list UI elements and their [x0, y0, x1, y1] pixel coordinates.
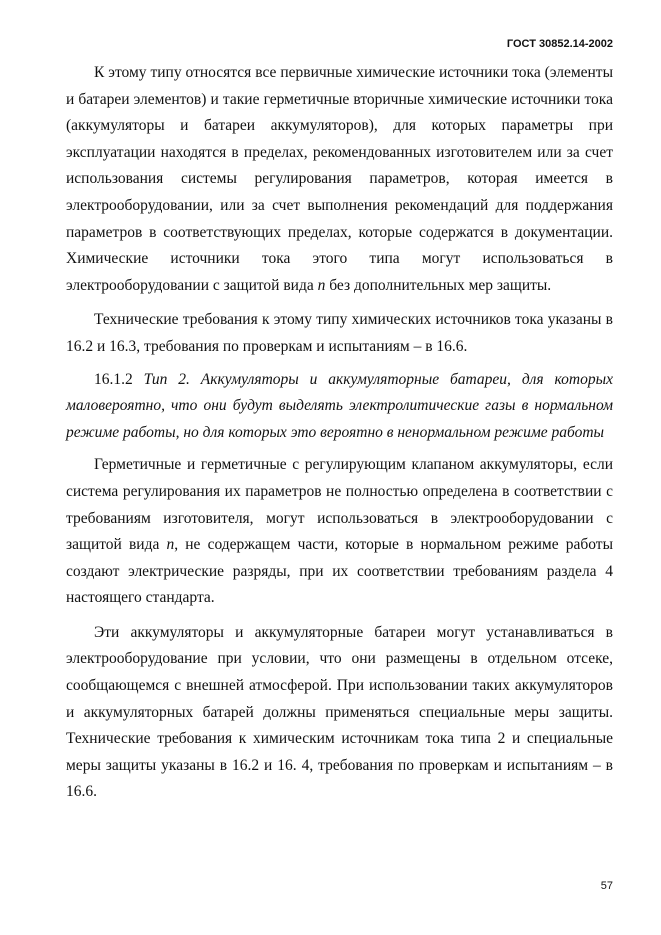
paragraph-text: , не содержащем части, которые в нормальном режиме работы создают электрические разряды, при их соответствии требованиям раздела 4 настоящего стандарта. [66, 536, 613, 607]
paragraph-type2-installation: Эти аккумуляторы и аккумуляторные батареи могут устанавливаться в электрооборудование при условии, что они размещены в отдельном отсеке, сообщающемся с внешней атмосферой. При использовании таких аккумуляторов и аккумуляторных батарей должны применяться специальные меры защиты. Технические требования к химическим источникам тока типа 2 и специальные меры защиты указаны в 16.2 и 16. 4, требования по проверкам и испытаниям – в 16.6. [66, 623, 613, 801]
document-header: ГОСТ 30852.14-2002 [506, 38, 613, 50]
paragraph-type1-description [66, 60, 613, 299]
page-number: 57 [600, 880, 613, 892]
protection-type-symbol: n [166, 536, 175, 554]
paragraph-type2-description [66, 452, 613, 612]
section-heading-16-1-2 [66, 367, 613, 447]
paragraph-text: К этому типу относятся все первичные химические источники тока (элементы и батареи элементов) и такие герметичные вторичные химические источники тока (аккумуляторы и батареи аккумуляторов), для которых параметры при эксплуатации находятся в пределах, рекомендованных изготовителем или за счет использования системы регулирования параметров, которая имеется в электрооборудовании, или за счет выполнения рекомендаций для поддержания параметров в соответствующих пределах, которые содержатся в документации. Химические источники тока этого типа могут использоваться в электрооборудовании с защитой вида [66, 64, 613, 294]
section-number: 16.1.2 [94, 370, 144, 388]
section-title: Тип 2. Аккумуляторы и аккумуляторные батареи, для которых маловероятно, что они будут выделять электролитические газы в нормальном режиме работы, но для которых это вероятно в ненормальном режиме работы [66, 370, 613, 441]
protection-type-symbol: n [317, 276, 326, 294]
paragraph-text: Герметичные и герметичные с регулирующим клапаном аккумуляторы, если система регулирования их параметров не полностью определена в соответствии с требованиям изготовителя, могут использоваться в электрооборудовании с защитой вида [66, 456, 613, 554]
paragraph-type1-requirements: Технические требования к этому типу химических источников тока указаны в 16.2 и 16.3, требования по проверкам и испытаниям – в 16.6. [66, 311, 613, 355]
paragraph-text: без дополнительных мер защиты. [325, 276, 552, 294]
document-body [66, 60, 613, 806]
